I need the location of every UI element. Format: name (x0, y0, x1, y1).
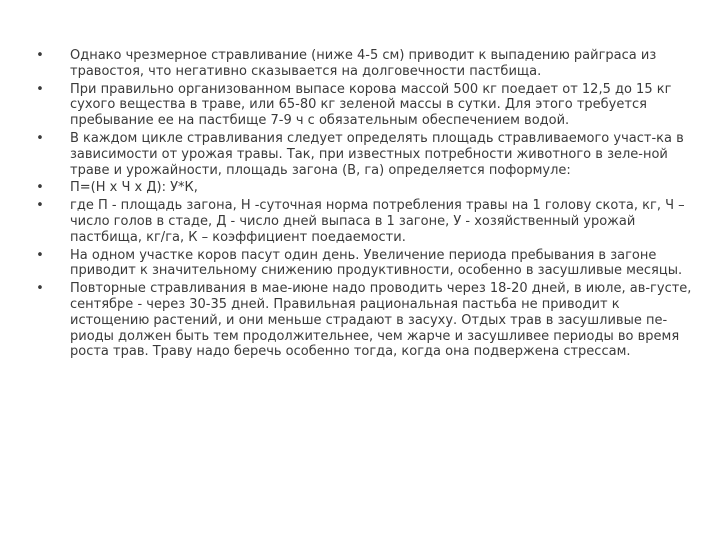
bullet-icon: • (36, 180, 44, 196)
bullet-icon: • (36, 130, 44, 146)
bullet-icon: • (36, 48, 44, 63)
list-item-text: При правильно организованном выпасе корова массой 500 кг поедает от 12,5 до 15 кг сухого вещества в траве, или 65-80 кг зеленой массы в сутки. Для этого требуется пребывание ее на пастбище 7-9 ч с обязательным обеспечением водой. (70, 81, 672, 129)
formula-text: П=(Н х Ч х Д): У*К, (70, 180, 198, 196)
list-item (34, 131, 700, 178)
list-item (34, 82, 700, 129)
bullet-list (34, 48, 700, 362)
bullet-icon: • (36, 281, 44, 297)
list-item (34, 48, 700, 80)
list-item-text: Повторные стравливания в мае-июне надо проводить через 18-20 дней, в июле, ав-густе, сентябре - через 30-35 дней. Правильная рациональная пастьба не приводит к истощению растений, и они меньше страдают в засуху. Отдых трав в засушливые пе-риоды должен быть тем продолжительнее, чем жарче и засушливее периоды во время роста трав. Траву надо беречь особенно тогда, когда она подвержена стрессам. (70, 281, 692, 360)
list-item-text: В каждом цикле стравливания следует определять площадь стравливаемого участ-ка в зависимости от урожая травы. Так, при известных потребности животного в зеле-ной траве и урожайности, площадь загона (В, га) определяется поформуле: (70, 130, 684, 178)
bullet-icon: • (36, 198, 44, 214)
list-item-text: На одном участке коров пасут один день. Увеличение периода пребывания в загоне приводит к значительному снижению продуктивности, особенно в засушливые месяцы. (70, 247, 683, 279)
bullet-icon: • (36, 247, 44, 263)
list-item-text: где П - площадь загона, Н -суточная норма потребления травы на 1 голову скота, кг, Ч – число голов в стаде, Д - число дней выпаса в 1 загоне, У - хозяйственный урожай пастбища, кг/га, К – коэффициент поедаемости. (70, 198, 685, 245)
list-item-text: Однако чрезмерное стравливание (ниже 4-5 см) приводит к выпадению райграса из травостоя, что негативно сказывается на долговечности пастбища. (70, 48, 657, 79)
bullet-icon: • (36, 81, 44, 97)
list-item (34, 281, 700, 360)
list-item (34, 198, 700, 245)
list-item (34, 180, 700, 196)
list-item (34, 248, 700, 280)
